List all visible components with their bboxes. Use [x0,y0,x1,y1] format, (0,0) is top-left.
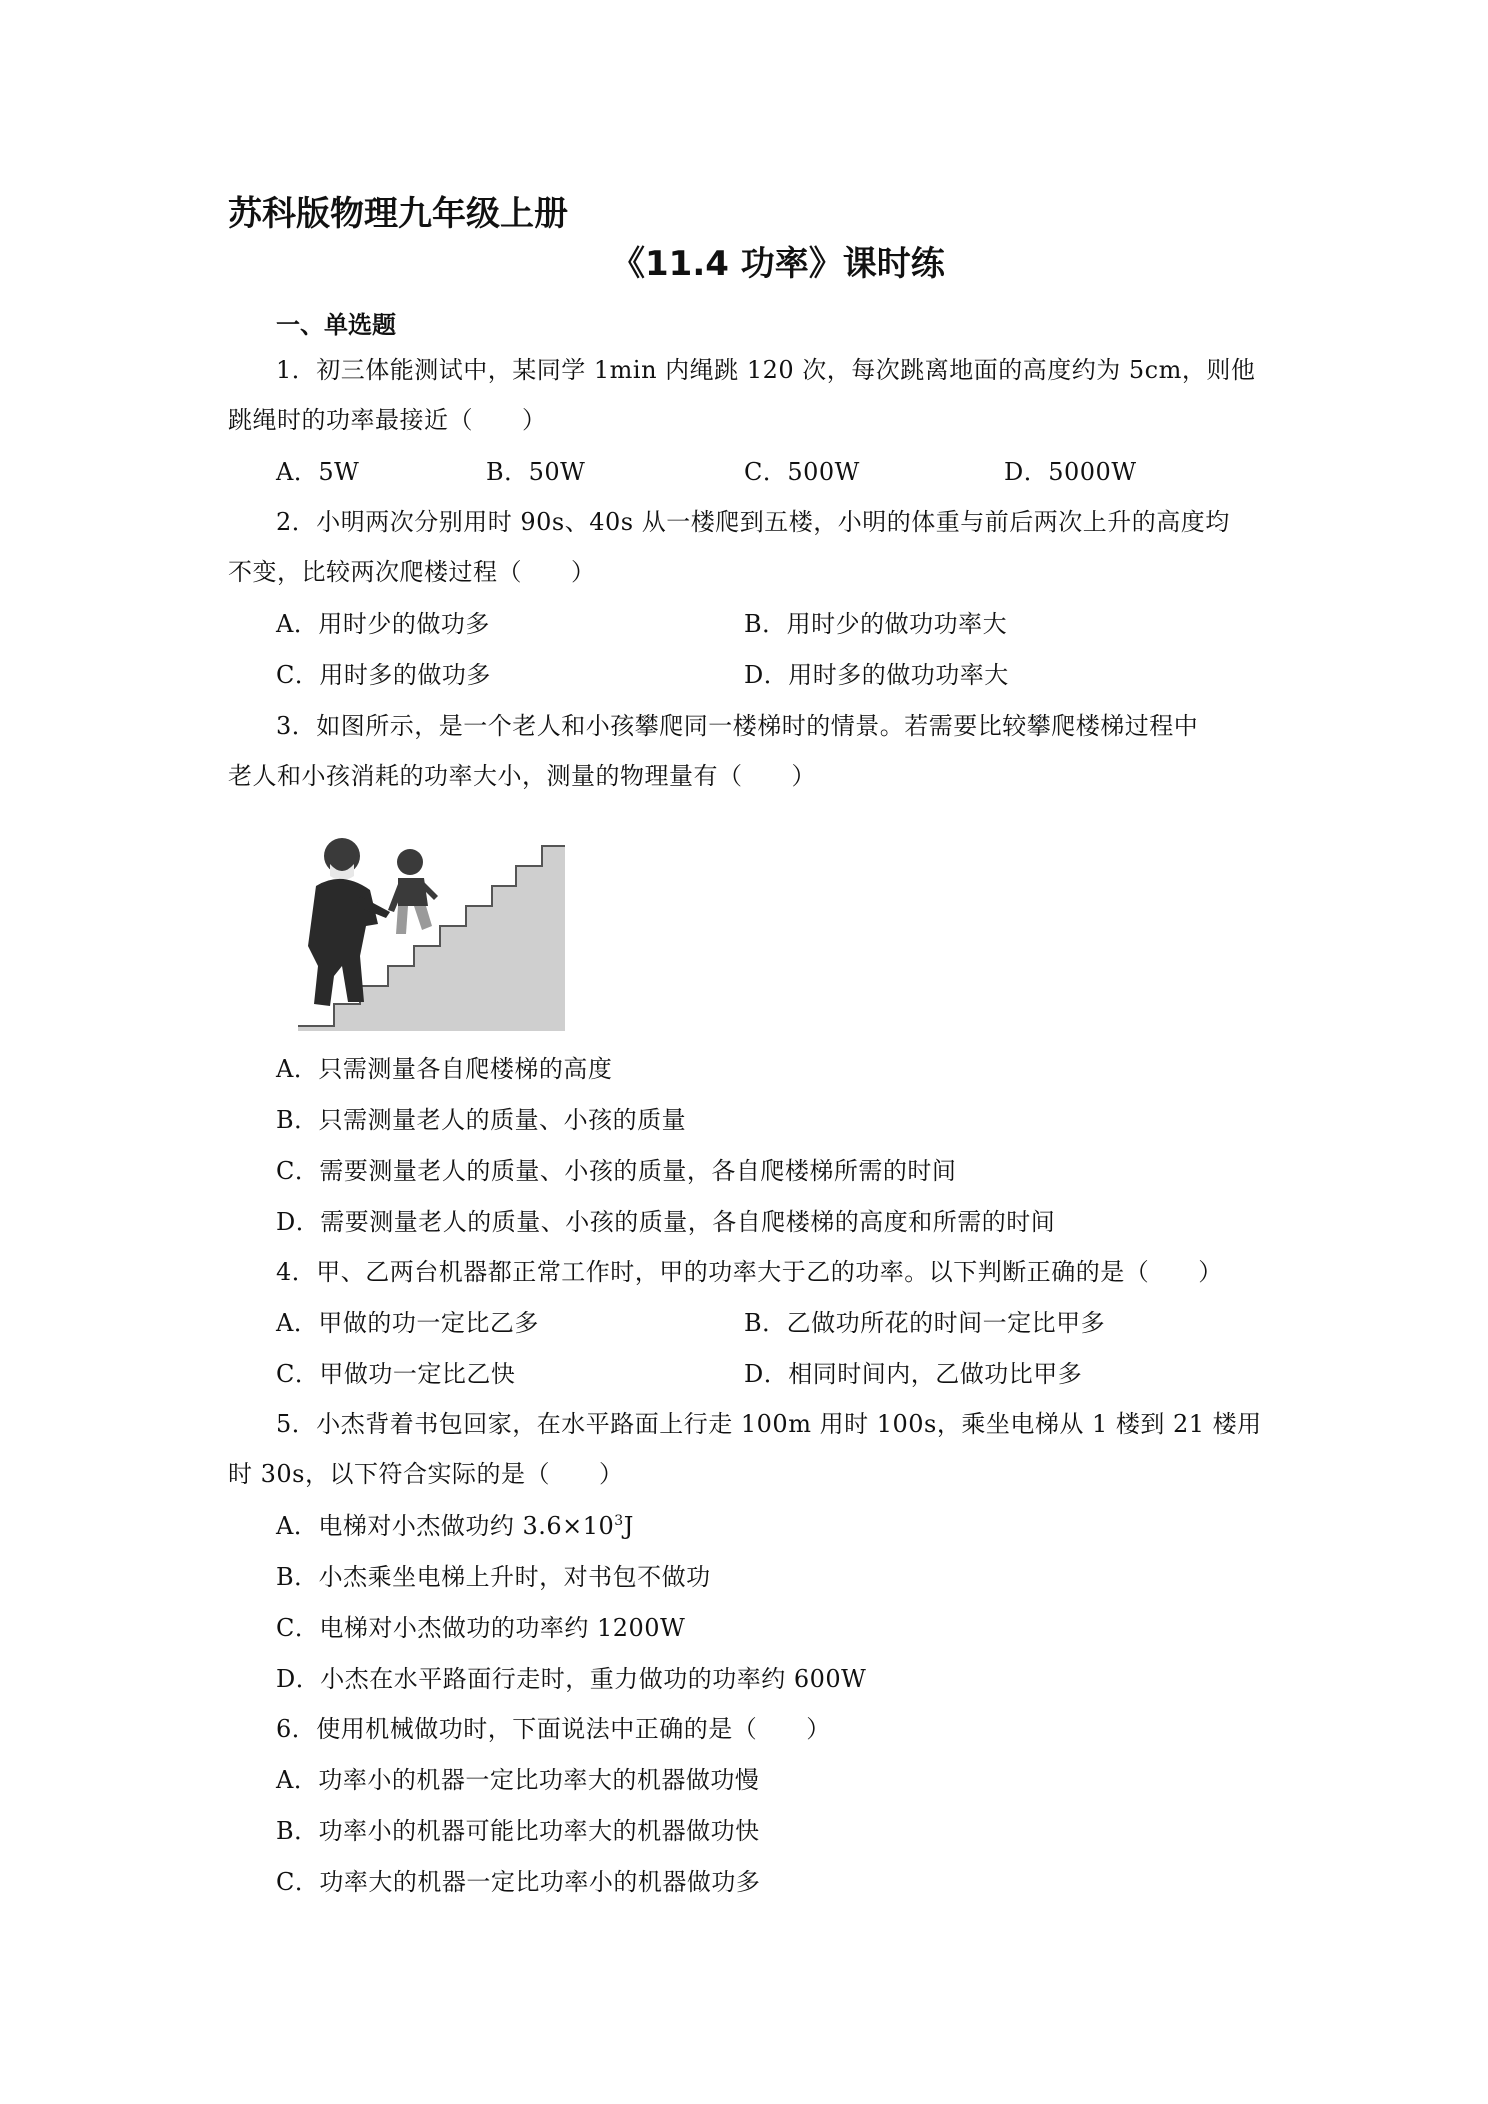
q6-option-c: C．功率大的机器一定比功率小的机器做功多 [276,1868,761,1896]
q3-option-d: D．需要测量老人的质量、小孩的质量，各自爬楼梯的高度和所需的时间 [276,1208,1056,1236]
q5-option-b: B．小杰乘坐电梯上升时，对书包不做功 [276,1563,711,1591]
q3-option-c: C．需要测量老人的质量、小孩的质量，各自爬楼梯所需的时间 [276,1157,957,1185]
q5-option-a-text: A．电梯对小杰做功约 3.6×10 [276,1512,615,1540]
q2-stem-line2: 不变，比较两次爬楼过程（ ） [228,558,596,586]
document-subtitle: 《11.4 功率》课时练 [611,244,945,284]
q6-option-a: A．功率小的机器一定比功率大的机器做功慢 [276,1766,760,1794]
q6-option-b: B．功率小的机器可能比功率大的机器做功快 [276,1817,760,1845]
q1-option-d: D．5000W [1004,458,1137,486]
q3-stem-line1: 3．如图所示，是一个老人和小孩攀爬同一楼梯时的情景。若需要比较攀爬楼梯过程中 [276,712,1199,740]
q5-option-a [276,1511,634,1541]
q1-option-c: C．500W [744,458,860,486]
stairs-climbing-figure [290,826,570,1036]
q3-option-a: A．只需测量各自爬楼梯的高度 [276,1055,613,1083]
q5-option-d: D．小杰在水平路面行走时，重力做功的功率约 600W [276,1665,867,1693]
q5-stem-line1: 5．小杰背着书包回家，在水平路面上行走 100m 用时 100s，乘坐电梯从 1 楼到 21 楼用 [276,1410,1262,1438]
q5-stem-line2: 时 30s，以下符合实际的是（ ） [228,1460,624,1488]
q1-stem-line2: 跳绳时的功率最接近（ ） [228,406,547,434]
q1-option-b: B．50W [486,458,586,486]
q1-stem-line1: 1．初三体能测试中，某同学 1min 内绳跳 120 次，每次跳离地面的高度约为 5cm，则他 [276,356,1256,384]
q4-option-a: A．甲做的功一定比乙多 [276,1309,539,1337]
q4-option-d: D．相同时间内，乙做功比甲多 [744,1360,1083,1388]
q4-option-c: C．甲做功一定比乙快 [276,1360,516,1388]
q2-option-d: D．用时多的做功功率大 [744,661,1009,689]
q4-stem: 4．甲、乙两台机器都正常工作时，甲的功率大于乙的功率。以下判断正确的是（ ） [276,1258,1223,1286]
q3-option-b: B．只需测量老人的质量、小孩的质量 [276,1106,687,1134]
q6-stem: 6．使用机械做功时，下面说法中正确的是（ ） [276,1715,831,1743]
q3-stem-line2: 老人和小孩消耗的功率大小，测量的物理量有（ ） [228,762,816,790]
q2-option-a: A．用时少的做功多 [276,610,490,638]
section-heading: 一、单选题 [276,311,396,339]
q1-option-a: A．5W [276,458,360,486]
q4-option-b: B．乙做功所花的时间一定比甲多 [744,1309,1106,1337]
q5-option-c: C．电梯对小杰做功的功率约 1200W [276,1614,686,1642]
q5-option-a-unit: J [623,1512,634,1540]
q2-option-b: B．用时少的做功功率大 [744,610,1008,638]
document-title: 苏科版物理九年级上册 [228,194,568,234]
q5-option-a-exponent: 3 [614,1513,624,1529]
q2-option-c: C．用时多的做功多 [276,661,491,689]
q2-stem-line1: 2．小明两次分别用时 90s、40s 从一楼爬到五楼，小明的体重与前后两次上升的高度均 [276,508,1230,536]
